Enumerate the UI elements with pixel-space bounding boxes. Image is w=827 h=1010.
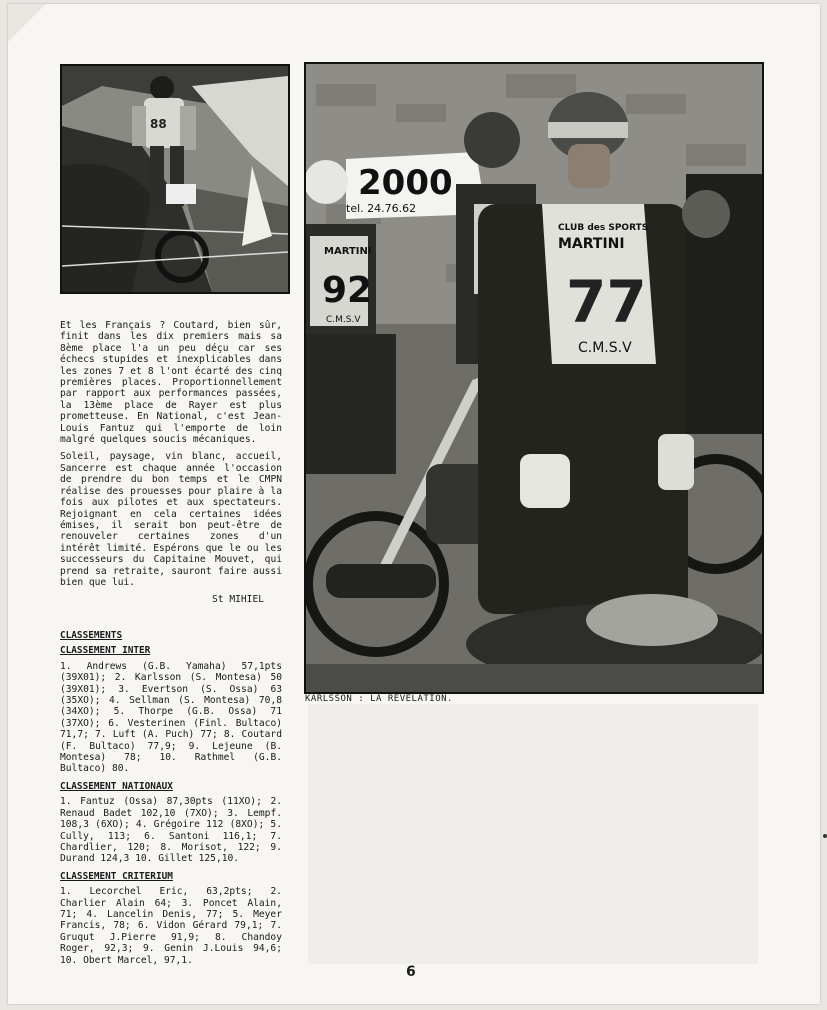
main-bib-bottom: C.M.S.V — [578, 340, 632, 356]
article-paragraph-2: Soleil, paysage, vin blanc, accueil, Sancerre est chaque année l'occasion de prendre du bon temps et le CMPN réalise des prouesses pour plaire à la fois aux pilotes et aux spectateurs. Rejoignant en cela certaines idées émises, il serait bon peut-être de renouveler certaines zones d'un intérêt limité. Espérons que le ou les successeurs du Capitaine Mouvet, qui prend sa retraite, sauront faire aussi bien que lui. — [60, 451, 282, 588]
classement-nationaux-title: CLASSEMENT NATIONAUX — [60, 780, 173, 792]
article-paragraph-1: Et les Français ? Coutard, bien sûr, finit dans les dix premiers mais sa 8ème place l'a un peu déçu car ses échecs stupides et inexplicables dans les zones 7 et 8 l'ont écarté des cinq premières places. Proportionnellement par rapport aux performances passées, la 13ème place de Rayer est plus prometteuse. En National, c'est Jean-Louis Fantuz qui l'emporte de loin malgré quelques soucis mécaniques. — [60, 320, 282, 446]
photo-karlsson — [304, 62, 764, 694]
left-bib-bottom: C.M.S.V — [326, 315, 361, 325]
photo-rider-climbing — [60, 64, 290, 294]
classement-inter-title: CLASSEMENT INTER — [60, 645, 151, 657]
article-signature: St MIHIEL — [212, 594, 264, 606]
small-photo-bib: 88 — [150, 117, 167, 131]
photo-caption: KARLSSON : LA REVELATION. — [305, 694, 453, 704]
main-bib-club-top: CLUB des SPORTS — [558, 223, 649, 233]
magazine-page — [8, 4, 820, 1004]
left-bib-number: 92 — [322, 270, 373, 311]
classement-criterium-title: CLASSEMENT CRITERIUM — [60, 870, 173, 882]
classement-nationaux-text: 1. Fantuz (Ossa) 87,30pts (11XO); 2. Renaud Badet 102,10 (7XO); 3. Lempf. 108,3 (6XO); 4. Grégoire 112 (8XO); 5. Cully, 113; 6. Santoni 116,1; 7. Chardlier, 120; 8. Morisot, 122; 9. Durand 124,3 10. Gillet 125,10. — [60, 796, 282, 865]
banner-number: 2000 — [358, 163, 453, 203]
page-number: 6 — [406, 964, 416, 980]
classements-title: CLASSEMENTS — [60, 630, 123, 641]
article-text — [60, 320, 282, 606]
banner-phone: tel. 24.76.62 — [346, 202, 417, 215]
faded-bleed-through — [308, 704, 758, 964]
main-bib-number: 77 — [566, 268, 647, 336]
classement-criterium-text: 1. Lecorchel Eric, 63,2pts; 2. Charlier Alain 64; 3. Poncet Alain, 71; 4. Lancelin Denis, 77; 5. Meyer Francis, 78; 6. Vidon Gérard 79,1; 7. Gruqut J.Pierre 91,9; 8. Chandoy Roger, 92,3; 9. Genin J.Louis 94,6; 10. Obert Marcel, 97,1. — [60, 886, 282, 966]
folded-corner — [8, 4, 46, 42]
speck — [823, 834, 827, 838]
classement-inter-text: 1. Andrews (G.B. Yamaha) 57,1pts (39X01); 2. Karlsson (S. Montesa) 50 (39X01); 3. Evertson (S. Ossa) 63 (35XO); 4. Sellman (S. Montesa) 70,8 (34XO); 5. Thorpe (G.B. Ossa) 71 (37XO); 6. Vesterinen (Finl. Bultaco) 71,7; 7. Luft (A. Puch) 77; 8. Coutard (F. Bultaco) 77,9; 9. Lejeune (B. Montesa) 78; 10. Rathmel (G.B. Bultaco) 80. — [60, 660, 282, 775]
main-bib-club: MARTINI — [558, 236, 625, 252]
left-bib-club: MARTINI — [324, 246, 372, 257]
classements-section — [60, 630, 282, 972]
